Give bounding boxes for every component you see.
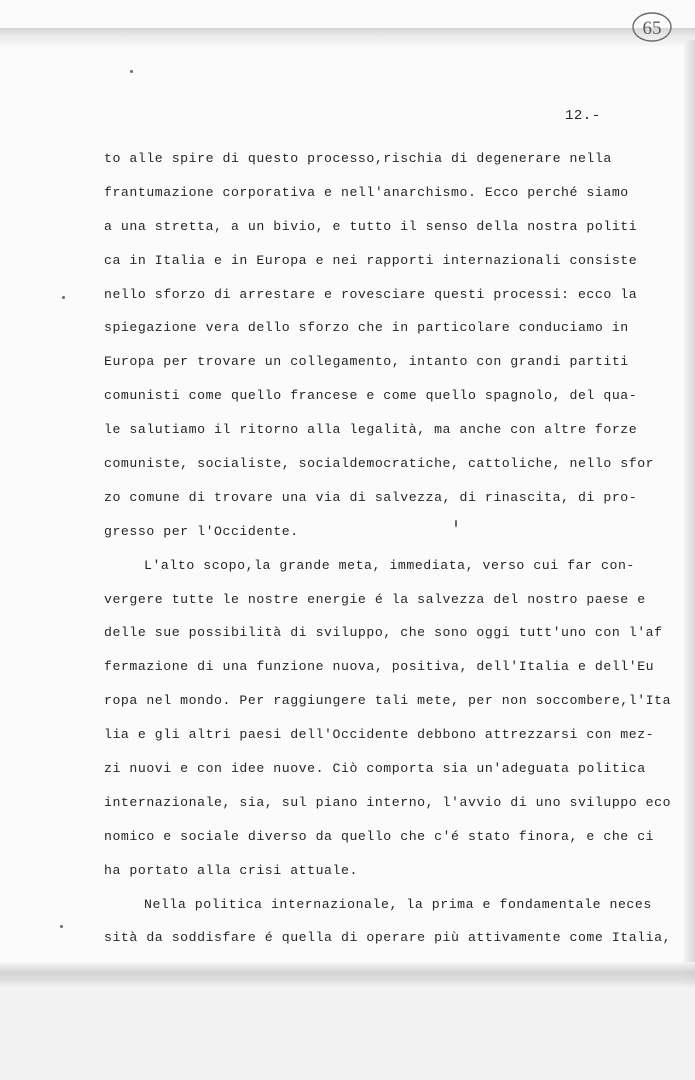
- text-line: lia e gli altri paesi dell'Occidente debbono attrezzarsi con mez-: [104, 727, 655, 743]
- text-line: fermazione di una funzione nuova, positiva, dell'Italia e dell'Eu: [104, 659, 655, 675]
- text-line: le salutiamo il ritorno alla legalità, ma anche con altre forze: [104, 422, 638, 438]
- text-line: Europa per trovare un collegamento, intanto con grandi partiti: [104, 354, 629, 370]
- text-line: delle sue possibilità di sviluppo, che sono oggi tutt'uno con l'af: [104, 625, 663, 641]
- scan-speck: [130, 70, 133, 73]
- text-line: sità da soddisfare é quella di operare più attivamente come Italia,: [104, 930, 672, 946]
- text-line: ca in Italia e in Europa e nei rapporti internazionali consiste: [104, 252, 638, 268]
- text-line: zi nuovi e con idee nuove. Ciò comporta sia un'adeguata politica: [104, 761, 646, 777]
- text-line: nomico e sociale diverso da quello che c'é stato finora, e che ci: [104, 828, 655, 844]
- archive-page-mark: [628, 8, 676, 44]
- scan-top-edge: [0, 28, 695, 46]
- text-line: spiegazione vera dello sforzo che in particolare conduciamo in: [104, 320, 629, 336]
- text-line: frantumazione corporativa e nell'anarchismo. Ecco perché siamo: [104, 184, 629, 200]
- page-number: 12.-: [565, 108, 601, 124]
- text-line: Nella politica internazionale, la prima e fondamentale neces: [144, 896, 652, 912]
- scan-bottom-edge: [0, 962, 695, 988]
- text-line: internazionale, sia, sul piano interno, l'avvio di uno sviluppo eco: [104, 794, 672, 810]
- text-line: comuniste, socialiste, socialdemocratiche, cattoliche, nello sfor: [104, 456, 655, 472]
- scan-speck: [455, 520, 457, 527]
- scan-right-edge: [684, 40, 695, 1080]
- text-line: ropa nel mondo. Per raggiungere tali mete, per non soccombere,l'Ita: [104, 693, 672, 709]
- text-line: vergere tutte le nostre energie é la salvezza del nostro paese e: [104, 591, 646, 607]
- archive-page-mark-number: 65: [642, 18, 662, 39]
- text-line: zo comune di trovare una via di salvezza, di rinascita, di pro-: [104, 489, 638, 505]
- scan-speck: [60, 925, 63, 928]
- text-line: L'alto scopo,la grande meta, immediata, verso cui far con-: [144, 557, 635, 573]
- text-line: comunisti come quello francese e come quello spagnolo, del qua-: [104, 388, 638, 404]
- body-text: [104, 148, 684, 961]
- text-line: gresso per l'Occidente.: [104, 523, 299, 539]
- text-line: to alle spire di questo processo,rischia di degenerare nella: [104, 151, 612, 166]
- text-line: a una stretta, a un bivio, e tutto il senso della nostra politi: [104, 218, 638, 234]
- text-line: nello sforzo di arrestare e rovesciare questi processi: ecco la: [104, 286, 638, 302]
- scan-lower-sheet: [0, 988, 695, 1080]
- scan-speck: [62, 296, 65, 299]
- text-line: ha portato alla crisi attuale.: [104, 862, 358, 878]
